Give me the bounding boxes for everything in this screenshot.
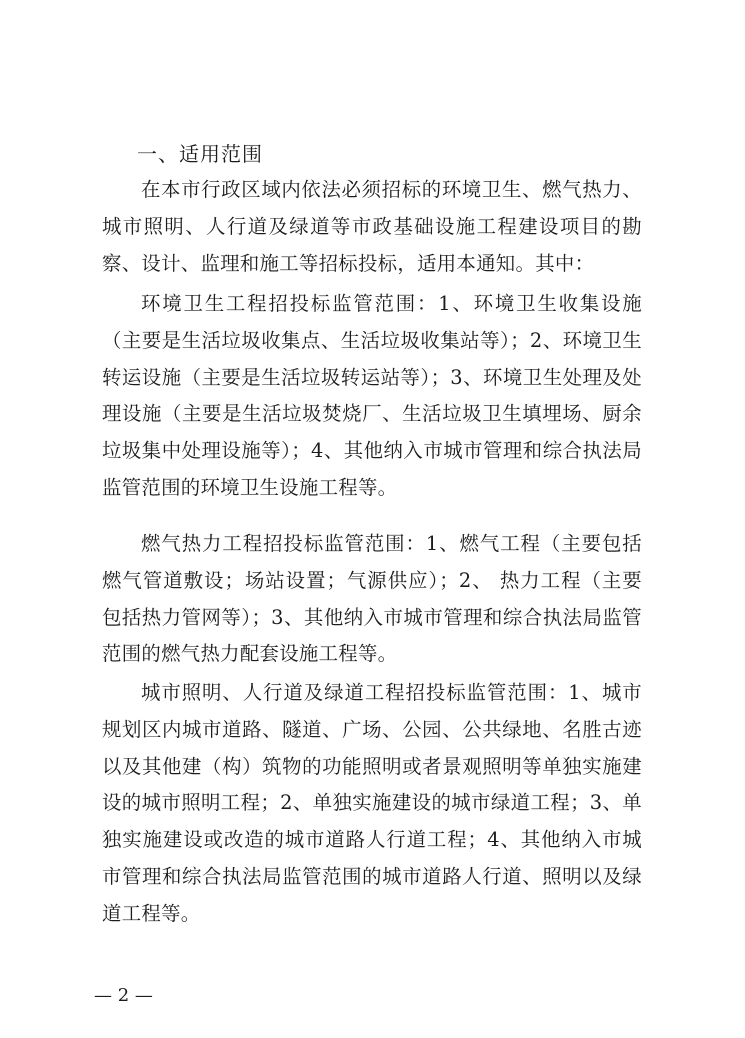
- paragraph-lighting-sidewalk-greenway: 城市照明、人行道及绿道工程招投标监管范围：1、城市规划区内城市道路、隧道、广场、公园、公共绿地、名胜古迹以及其他建（构）筑物的功能照明或者景观照明等单独实施建设的城市照明工程；2、单独实施建设的城市绿道工程；3、单独实施建设或改造的城市道路人行道工程；4、其他纳入市城市管理和综合执法局监管范围的城市道路人行道、照明以及绿道工程等。: [102, 681, 642, 925]
- page-number: — 2 —: [94, 985, 153, 1006]
- paragraph-gas-heat: 燃气热力工程招投标监管范围：1、燃气工程（主要包括燃气管道敷设；场站设置；气源供应）；2、 热力工程（主要包括热力管网等）；3、其他纳入市城市管理和综合执法局监管范围的燃气热力配套设施工程等。: [102, 532, 642, 666]
- section-heading: 一、适用范围: [137, 142, 263, 166]
- paragraph-scope-intro: 在本市行政区域内依法必须招标的环境卫生、燃气热力、城市照明、人行道及绿道等市政基础设施工程建设项目的勘察、设计、监理和施工等招标投标，适用本通知。其中：: [102, 178, 642, 275]
- paragraph-environmental-sanitation: 环境卫生工程招投标监管范围：1、环境卫生收集设施（主要是生活垃圾收集点、生活垃圾收集站等）；2、环境卫生转运设施（主要是生活垃圾转运站等）；3、环境卫生处理及处理设施（主要是生活垃圾焚烧厂、生活垃圾卫生填埋场、厨余垃圾集中处理设施等）；4、其他纳入市城市管理和综合执法局监管范围的环境卫生设施工程等。: [102, 292, 642, 499]
